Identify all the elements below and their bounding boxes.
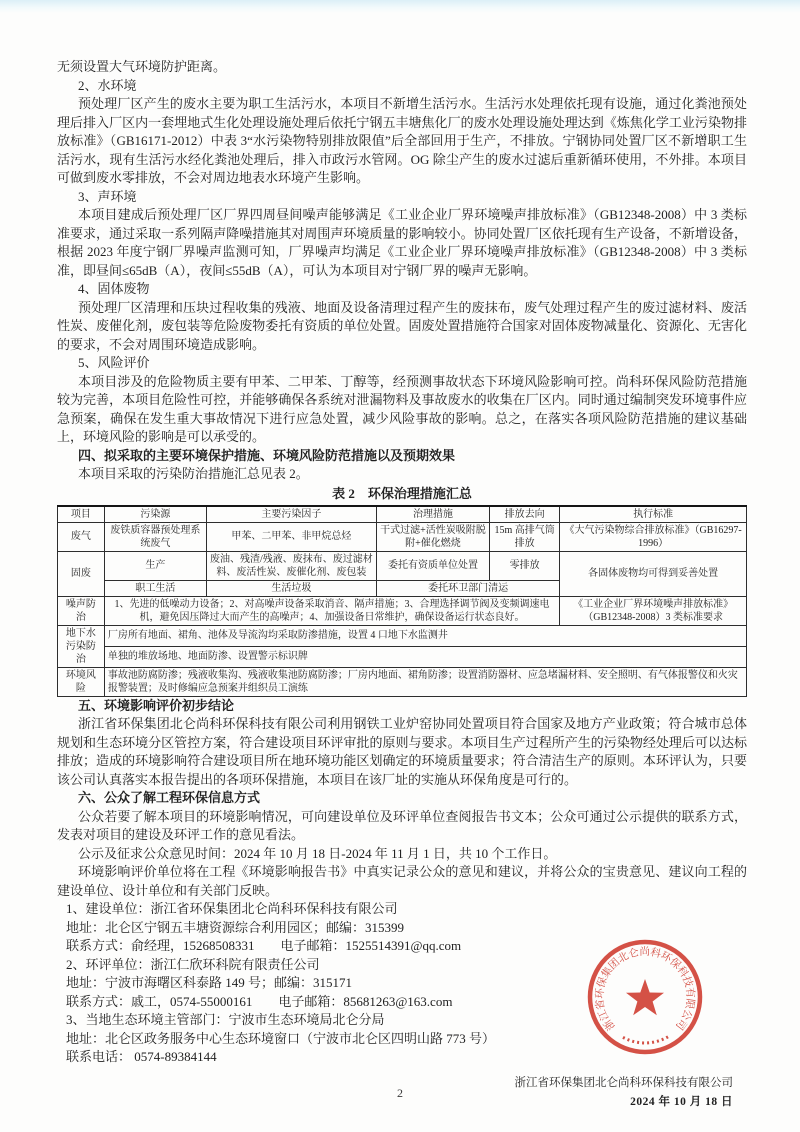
measures-table bbox=[57, 505, 747, 697]
table-header-row bbox=[58, 506, 747, 523]
eia-unit-contact: 联系方式：戚工，0574-55000161 电子邮箱：85681263@163.com bbox=[66, 993, 453, 1009]
cell-solidwaste-factors-staff: 生活垃圾 bbox=[206, 580, 376, 596]
cell-solidwaste-destination-prod: 零排放 bbox=[489, 551, 559, 580]
table-row bbox=[58, 646, 747, 667]
authority-address: 地址：北仑区政务服务中心生态环境窗口（宁波市北仑区四明山路 773 号） bbox=[66, 1030, 496, 1046]
eia-unit-title: 2、环评单位：浙江仁欣环科院有限责任公司 bbox=[66, 956, 320, 972]
heading-noise: 3、声环境 bbox=[78, 188, 137, 204]
paragraph-intro: 无须设置大气环境防护距离。 bbox=[57, 59, 227, 74]
cell-groundwater-row1: 厂房所有地面、裙角、池体及导流沟均采取防渗措施，设置 4 口地下水监测井 bbox=[104, 625, 746, 646]
cell-noisecontrol-standard: 《工业企业厂界环境噪声排放标准》（GB12348-2008）3 类标准要求 bbox=[560, 596, 747, 625]
authority-phone: 联系电话： 0574-89384144 bbox=[66, 1049, 217, 1064]
stamp-serial-dots bbox=[622, 1037, 668, 1043]
col-header-source: 污染源 bbox=[104, 506, 206, 523]
cell-wastegas-item: 废气 bbox=[58, 522, 105, 551]
cell-noisecontrol-item: 噪声防治 bbox=[58, 596, 105, 625]
construction-unit-address: 地址：北仑区宁钢五丰塘资源综合利用园区；邮编：315399 bbox=[66, 919, 405, 935]
paragraph-noise: 本项目建成后预处理厂区厂界四周昼间噪声能够满足《工业企业厂界环境噪声排放标准》（GB12348-2008）中 3 类标准要求，通过采取一系列隔声降噪措施其对周围声环境质量的影响较小。协同处置厂区依托现有生产设备，不新增设备，根据 2023 年度宁钢厂界噪声监测可知，厂界噪声均满足《工业企业厂界环境噪声排放标准》（GB12348-2008）中 3 类标准，即昼间≤65dB（A），夜间≤55dB（A），可认为本项目对宁钢厂界的噪声无影响。 bbox=[57, 207, 747, 278]
cell-solidwaste-source-prod: 生产 bbox=[104, 551, 206, 580]
signature-company: 浙江省环保集团北仑尚科环保科技有限公司 bbox=[514, 1076, 733, 1089]
cell-wastegas-factors: 甲苯、二甲苯、非甲烷总烃 bbox=[206, 522, 376, 551]
paragraph-water: 预处理厂区产生的废水主要为职工生活污水，本项目不新增生活污水。生活污水处理依托现有设施，通过化粪池预处理后排入厂区内一套埋地式生化处理设施处理后依托宁钢五丰塘焦化厂的废水处理设施处理达到《炼焦化学工业污染物排放标准》（GB16171-2012）中表 3“水污染物特别排放限值”后全部回用于生产，不排放。宁钢协同处置厂区不新增职工生活污水，现有生活污水经化粪池处理后，排入市政污水管网。OG 除尘产生的废水过滤后重新循环使用，不外排。本项目可做到废水零排放，不会对周边地表水环境产生影响。 bbox=[57, 96, 747, 185]
col-header-measure: 治理措施 bbox=[376, 506, 489, 523]
paragraph-solid-waste: 预处理厂区清理和压块过程收集的残液、地面及设备清理过程产生的废抹布，废气处理过程产生的废过滤材料、废活性炭、废催化剂，废包装等危险废物委托有资质的单位处置。固废处置措施符合国家对固体废物减量化、资源化、无害化的要求，不会对周围环境造成影响。 bbox=[57, 299, 747, 352]
signature-date: 2024 年 10 月 18 日 bbox=[630, 1095, 733, 1108]
cell-solidwaste-measure-prod: 委托有资质单位处置 bbox=[376, 551, 489, 580]
scan-edge-artifact bbox=[0, 0, 800, 13]
table-row bbox=[58, 551, 747, 580]
page-number: 2 bbox=[397, 1086, 403, 1100]
paragraph-section6-info: 公众若要了解本项目的环境影响情况，可向建设单位及环评单位查阅报告书文本；公众可通过公示提供的联系方式，发表对项目的建设及环评工作的意见看法。 bbox=[57, 808, 747, 842]
company-seal-stamp bbox=[565, 917, 725, 1077]
cell-solidwaste-item: 固废 bbox=[58, 551, 105, 596]
table-caption: 表 2 环保治理措施汇总 bbox=[332, 485, 472, 501]
eia-unit-address: 地址：宁波市海曙区科泰路 149 号；邮编：315171 bbox=[66, 975, 353, 990]
paragraph-section4-lead: 本项目采取的污染防治措施汇总见表 2。 bbox=[78, 466, 309, 481]
cell-envrisk-item: 环境风险 bbox=[58, 667, 105, 696]
cell-envrisk-content: 事故池防腐防渗；残液收集沟、残液收集池防腐防渗；厂房内地面、裙角防渗；设置消防器材、应急堵漏材料、安全照明、有气体报警仪和火灾报警装置；及时修编应急预案并组织员工演练 bbox=[104, 667, 746, 696]
cell-wastegas-source: 废铁质容器预处理系统废气 bbox=[104, 522, 206, 551]
cell-solidwaste-standard: 各固体废物均可得到妥善处置 bbox=[560, 551, 747, 596]
authority-title: 3、当地生态环境主管部门：宁波市生态环境局北仑分局 bbox=[66, 1012, 385, 1027]
col-header-item: 项目 bbox=[58, 506, 105, 523]
cell-groundwater-row2: 单独的堆放场地、地面防渗、设置警示标识牌 bbox=[104, 646, 746, 667]
col-header-factors: 主要污染因子 bbox=[206, 506, 376, 523]
stamp-star-icon bbox=[626, 979, 664, 1015]
signature-block bbox=[57, 1074, 747, 1112]
cell-solidwaste-factors-prod: 废油、残渣/残液、废抹布、废过滤材料、废活性炭、废催化剂、废包装 bbox=[206, 551, 376, 580]
heading-section6: 六、公众了解工程环保信息方式 bbox=[78, 790, 261, 805]
paragraph-section5: 浙江省环保集团北仑尚科环保科技有限公司利用钢铁工业炉窑协同处置项目符合国家及地方产业政策；符合城市总体规划和生态环境分区管控方案，符合建设项目环评审批的原则与要求。本项目生产过程所产生的污染物经处理后可以达标排放；造成的环境影响符合建设项目所在地环境功能区划确定的环境质量要求；符合清洁生产的原则。本环评认为，只要该公司认真落实本报告提出的各项环保措施，本项目在该厂址的实施从环保角度是可行的。 bbox=[57, 716, 747, 787]
heading-section5: 五、环境影响评价初步结论 bbox=[78, 697, 235, 713]
table-row bbox=[58, 522, 747, 551]
col-header-standard: 执行标准 bbox=[560, 506, 747, 523]
cell-wastegas-standard: 《大气污染物综合排放标准》（GB16297-1996） bbox=[560, 522, 747, 551]
stamp-ring-text: 浙江省环保集团北仑尚科环保科技有限公司 bbox=[594, 946, 696, 1032]
cell-wastegas-destination: 15m 高排气筒排放 bbox=[489, 522, 559, 551]
construction-unit-title: 1、建设单位：浙江省环保集团北仑尚科环保科技有限公司 bbox=[66, 901, 398, 916]
cell-solidwaste-source-staff: 职工生活 bbox=[104, 580, 206, 596]
cell-solidwaste-measure-staff: 委托环卫部门清运 bbox=[376, 580, 559, 596]
heading-solid-waste: 4、固体废物 bbox=[78, 281, 150, 296]
table-row bbox=[58, 596, 747, 625]
heading-section4: 四、拟采取的主要环境保护措施、环境风险防范措施以及预期效果 bbox=[78, 447, 456, 463]
heading-water: 2、水环境 bbox=[78, 77, 137, 93]
cell-wastegas-measure: 干式过滤+活性炭吸附脱附+催化燃烧 bbox=[376, 522, 489, 551]
table-row bbox=[58, 625, 747, 646]
cell-noisecontrol-measures: 1、先进的低噪动力设备；2、对高噪声设备采取消音、隔声措施；3、合理选择调节阀及变频调速电机，避免因压降过大而产生的高噪声；4、加强设备日常维护，确保设备运行状态良好。 bbox=[104, 596, 559, 625]
cell-groundwater-item: 地下水污染防治 bbox=[58, 625, 105, 667]
paragraph-notice-period: 公示及征求公众意见时间：2024 年 10 月 18 日-2024 年 11 月 1 日，共 10 个工作日。 bbox=[78, 845, 557, 861]
paragraph-risk: 本项目涉及的危险物质主要有甲苯、二甲苯、丁醇等，经预测事故状态下环境风险影响可控。尚科环保风险防范措施较为完善，本项目危险性可控，并能够确保各系统对泄漏物料及事故废水的收集在厂区内。同时通过编制突发环境事件应急预案，确保在发生重大事故情况下进行应急处置，减少风险事故的影响。总之，在落实各项风险防范措施的建议基础上，环境风险的影响是可以承受的。 bbox=[57, 373, 747, 444]
construction-unit-contact: 联系方式：俞经理，15268508331 电子邮箱：1525514391@qq.com bbox=[66, 938, 462, 953]
paragraph-feedback: 环境影响评价单位将在工程《环境影响报告书》中真实记录公众的意见和建议，并将公众的宝贵意见、建议向工程的建设单位、设计单位和有关部门反映。 bbox=[57, 864, 747, 898]
heading-risk: 5、风险评价 bbox=[78, 355, 150, 370]
col-header-destination: 排放去向 bbox=[489, 506, 559, 523]
table-row bbox=[58, 667, 747, 696]
